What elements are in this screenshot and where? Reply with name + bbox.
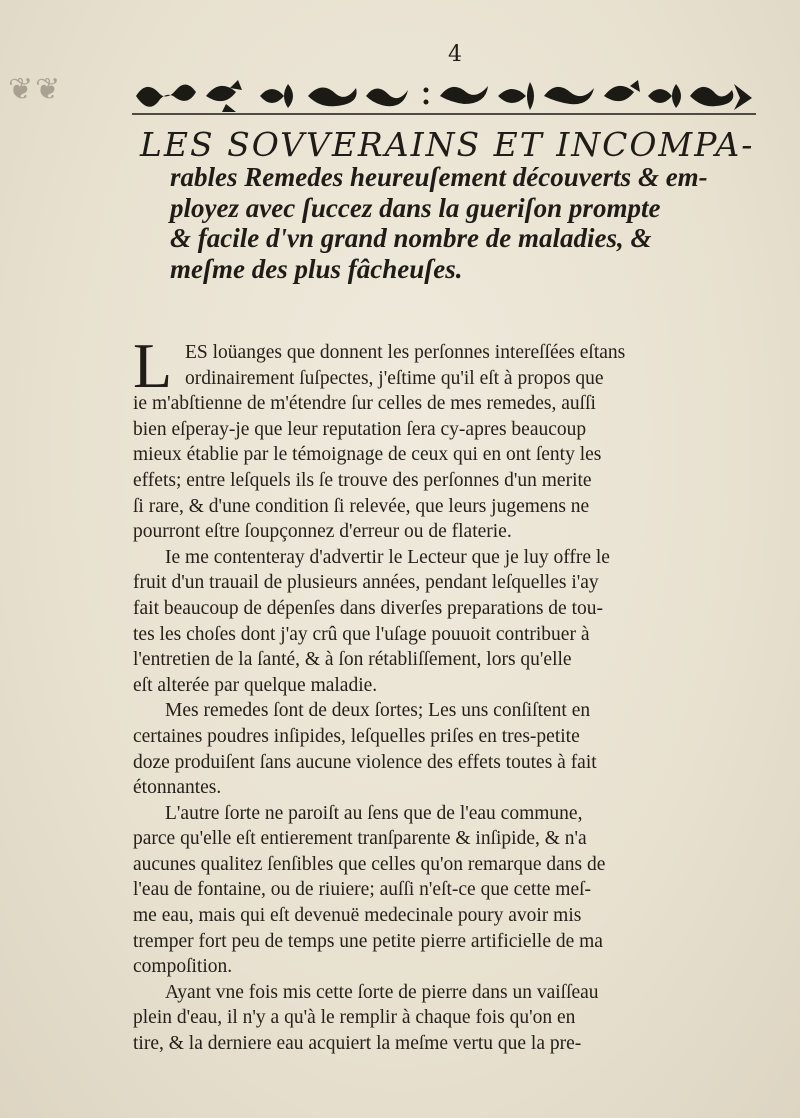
text-line: doze produiſent ſans aucune violence des effets toutes à fait — [133, 751, 597, 773]
subtitle — [170, 162, 770, 284]
subtitle-line: rables Remedes heureuſement découverts & em- — [170, 162, 708, 192]
body-text — [133, 340, 753, 1057]
text-line: Ayant vne fois mis cette ſorte de pierre dans un vaiſſeau — [165, 981, 599, 1003]
text-line: étonnantes. — [133, 777, 222, 799]
text-line: aucunes qualitez ſenſibles que celles qu'on remarque dans de — [133, 853, 606, 875]
text-line: Mes remedes ſont de deux ſortes; Les uns conſiſtent en — [165, 700, 591, 722]
text-line: tremper fort peu de temps une petite pierre artificielle de ma — [133, 930, 603, 952]
text-line: Ie me contenteray d'advertir le Lecteur que je luy offre le — [165, 546, 610, 568]
page-number: 4 — [448, 42, 462, 67]
text-line: L'autre ſorte ne paroiſt au ſens que de l'eau commune, — [165, 802, 583, 824]
text-line: certaines poudres inſipides, leſquelles priſes en tres-petite — [133, 725, 580, 747]
ornamental-headpiece — [130, 74, 758, 118]
text-line: bien eſperay-je que leur reputation ſera cy-apres beaucoup — [133, 418, 587, 440]
text-line: mieux établie par le témoignage de ceux qui en ont ſenty les — [133, 444, 602, 466]
text-line: fait beaucoup de dépenſes dans diverſes preparations de tou- — [133, 597, 603, 619]
text-line: tire, & la derniere eau acquiert la meſme vertu que la pre- — [133, 1033, 582, 1055]
text-line: ES loüanges que donnent les perſonnes intereſſées eſtans — [185, 342, 626, 363]
text-line: tes les choſes dont j'ay crû que l'uſage pouuoit contribuer à — [133, 623, 590, 645]
text-line: ie m'abſtienne de m'étendre ſur celles de mes remedes, auſſi — [133, 393, 596, 415]
drop-cap: L — [133, 330, 173, 401]
text-line: pourront eſtre ſoupçonnez d'erreur ou de flaterie. — [133, 521, 512, 543]
text-line: ſi rare, & d'une condition ſi relevée, que leurs jugemens ne — [133, 495, 590, 517]
text-line: ordinairement ſuſpectes, j'eſtime qu'il eſt à propos que — [185, 367, 604, 389]
text-line: l'eau de fontaine, ou de riuiere; auſſi n'eſt-ce que cette meſ- — [133, 879, 592, 901]
text-line: parce qu'elle eſt entierement tranſparente & inſipide, & n'a — [133, 828, 587, 850]
text-line: plein d'eau, il n'y a qu'à le remplir à chaque fois qu'on en — [133, 1007, 576, 1029]
subtitle-line: ployez avec ſuccez dans la gueriſon prompte — [170, 192, 661, 223]
text-line: effets; entre leſquels ils ſe trouve des perſonnes d'un merite — [133, 469, 592, 491]
bleed-through-ornament: ❦❦ — [8, 72, 63, 107]
page-title: LES SOVVERAINS ET INCOMPA- — [140, 125, 755, 164]
text-line: eſt alterée par quelque maladie. — [133, 674, 378, 696]
text-line: compoſition. — [133, 956, 233, 978]
subtitle-line: & facile d'vn grand nombre de maladies, & — [170, 223, 652, 253]
text-line: me eau, mais qui eſt devenuë medecinale poury avoir mis — [133, 905, 582, 927]
subtitle-line: meſme des plus fâcheuſes. — [170, 253, 463, 284]
text-line: fruit d'un trauail de plusieurs années, pendant leſquelles i'ay — [133, 572, 599, 594]
text-line: l'entretien de la ſanté, & à ſon rétabliſſement, lors qu'elle — [133, 649, 572, 671]
